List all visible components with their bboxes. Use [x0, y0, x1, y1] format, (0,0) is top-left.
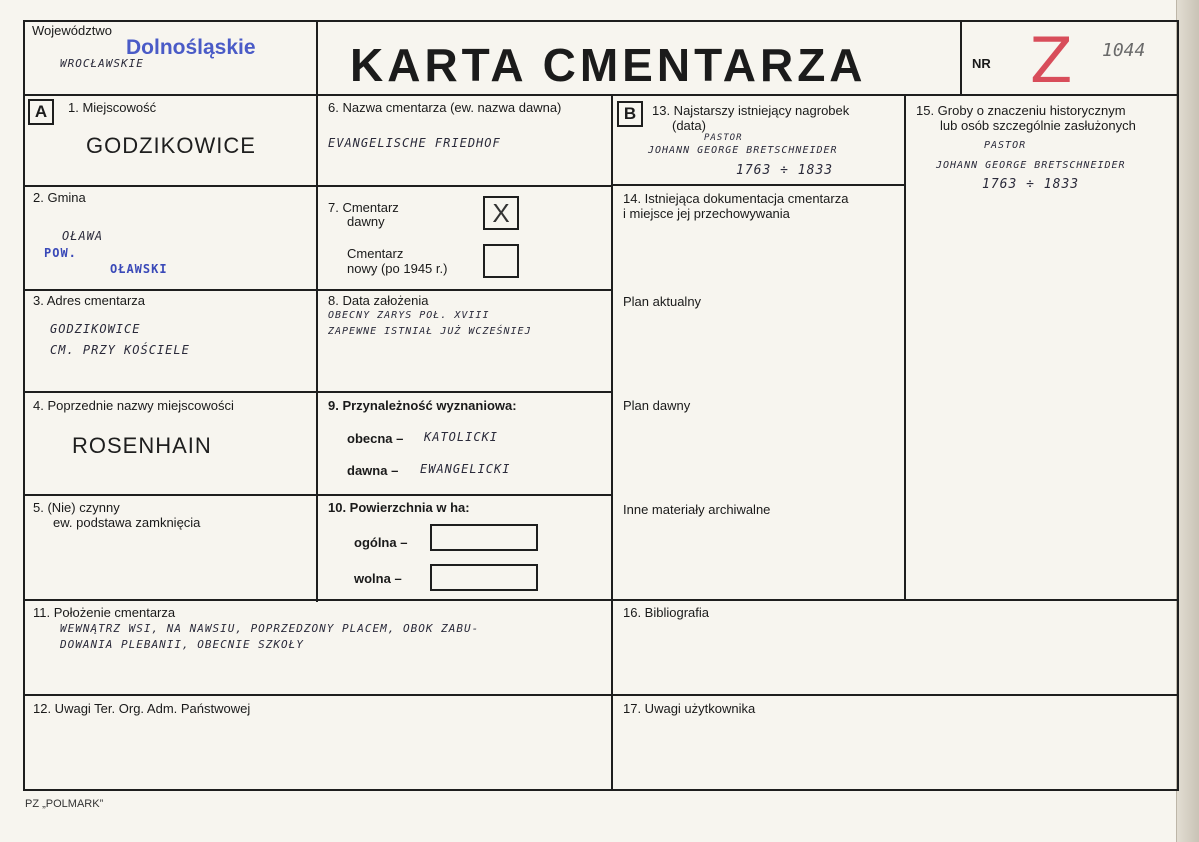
card-edge — [1176, 0, 1199, 842]
divider — [611, 95, 613, 790]
f8-label: 8. Data założenia — [328, 293, 429, 308]
f10-label: 10. Powierzchnia w ha: — [328, 500, 470, 515]
divider — [316, 21, 318, 602]
f16-label: 16. Bibliografia — [623, 605, 709, 620]
f11-value-line2: DOWANIA PLEBANII, OBECNIE SZKOŁY — [60, 638, 304, 651]
f1-value: GODZIKOWICE — [86, 133, 256, 158]
f2-label: 2. Gmina — [33, 190, 86, 205]
f7-sublabel-dawny: dawny — [347, 214, 385, 229]
divider — [24, 494, 612, 496]
wojewodztwo-stamp: Dolnośląskie — [126, 36, 256, 59]
f7-label: 7. Cmentarz — [328, 200, 399, 215]
nr-number: 1044 — [1102, 40, 1146, 61]
nr-letter: Z — [1030, 24, 1073, 97]
inne-materialy-label: Inne materiały archiwalne — [623, 502, 771, 517]
f1-label: 1. Miejscowość — [68, 100, 157, 115]
f15-sublabel: lub osób szczególnie zasłużonych — [940, 118, 1136, 133]
f8-value-line2: ZAPEWNE ISTNIAŁ JUŻ WCZEŚNIEJ — [328, 326, 532, 337]
f9-obecna-value: KATOLICKI — [424, 430, 499, 444]
f6-value: EVANGELISCHE FRIEDHOF — [328, 136, 501, 150]
divider — [24, 289, 612, 291]
section-a-box: A — [28, 99, 54, 125]
checkbox-dawny[interactable]: X — [483, 196, 519, 230]
f6-label: 6. Nazwa cmentarza (ew. nazwa dawna) — [328, 100, 562, 115]
f3-value-line1: GODZIKOWICE — [50, 322, 141, 336]
f13-value-pastor: PASTOR — [704, 133, 743, 143]
divider — [24, 185, 612, 187]
f10-ogolna-field[interactable] — [430, 524, 538, 551]
section-b-box: B — [617, 101, 643, 127]
f13-value-dates: 1763 ÷ 1833 — [736, 163, 834, 178]
f3-label: 3. Adres cmentarza — [33, 293, 145, 308]
plan-aktualny-label: Plan aktualny — [623, 294, 702, 309]
divider — [24, 599, 1178, 601]
f8-value-line1: OBECNY ZARYS POŁ. XVIII — [328, 310, 490, 321]
divider — [960, 21, 962, 96]
f10-wolna-field[interactable] — [430, 564, 538, 591]
wojewodztwo-handwritten: WROCŁAWSKIE — [60, 57, 144, 70]
f2-value-oława: OŁAWA — [62, 229, 104, 243]
f14-sublabel: i miejsce jej przechowywania — [623, 206, 790, 221]
divider — [24, 694, 1178, 696]
checkbox-nowy[interactable] — [483, 244, 519, 278]
nr-label: NR — [972, 56, 991, 71]
divider — [904, 95, 906, 600]
f15-value-dates: 1763 ÷ 1833 — [982, 177, 1080, 192]
f9-dawna-value: EWANGELICKI — [420, 462, 511, 476]
f5-label: 5. (Nie) czynny — [33, 500, 120, 515]
f7-label-nowy: Cmentarz — [347, 246, 404, 261]
f3-value-line2: CM. PRZY KOŚCIELE — [50, 343, 190, 357]
f13-value-name: JOHANN GEORGE BRETSCHNEIDER — [648, 145, 838, 156]
f10-ogolna-label: ogólna – — [354, 535, 408, 550]
f14-label: 14. Istniejąca dokumentacja cmentarza — [623, 191, 849, 206]
f17-label: 17. Uwagi użytkownika — [623, 701, 756, 716]
f12-label: 12. Uwagi Ter. Org. Adm. Państwowej — [33, 701, 251, 716]
page-title: KARTA CMENTARZA — [350, 39, 867, 91]
printer-mark: PZ „POLMARK” — [25, 798, 104, 810]
divider — [612, 184, 905, 186]
f4-label: 4. Poprzednie nazwy miejscowości — [33, 398, 234, 413]
f5-sublabel: ew. podstawa zamknięcia — [53, 515, 201, 530]
divider — [24, 94, 1178, 96]
plan-dawny-label: Plan dawny — [623, 398, 691, 413]
f13-label: 13. Najstarszy istniejący nagrobek — [652, 103, 850, 118]
f2-value-olawski: OŁAWSKI — [110, 262, 168, 276]
f15-value-pastor: PASTOR — [984, 140, 1027, 151]
f15-label: 15. Groby o znaczeniu historycznym — [916, 103, 1126, 118]
f10-wolna-label: wolna – — [354, 571, 402, 586]
f15-value-name: JOHANN GEORGE BRETSCHNEIDER — [936, 160, 1126, 171]
f9-obecna-label: obecna – — [347, 431, 404, 446]
wojewodztwo-label: Województwo — [32, 23, 112, 38]
f4-value: ROSENHAIN — [72, 433, 212, 458]
f2-value-pow: POW. — [44, 246, 77, 260]
f9-label: 9. Przynależność wyznaniowa: — [328, 398, 517, 413]
f11-value-line1: WEWNĄTRZ WSI, NA NAWSIU, POPRZEDZONY PLACEM, OBOK ZABU- — [60, 622, 480, 635]
f7-sublabel-nowy: nowy (po 1945 r.) — [347, 261, 448, 276]
f11-label: 11. Położenie cmentarza — [33, 605, 176, 620]
f13-sublabel: (data) — [672, 118, 706, 133]
f9-dawna-label: dawna – — [347, 463, 399, 478]
divider — [24, 391, 612, 393]
